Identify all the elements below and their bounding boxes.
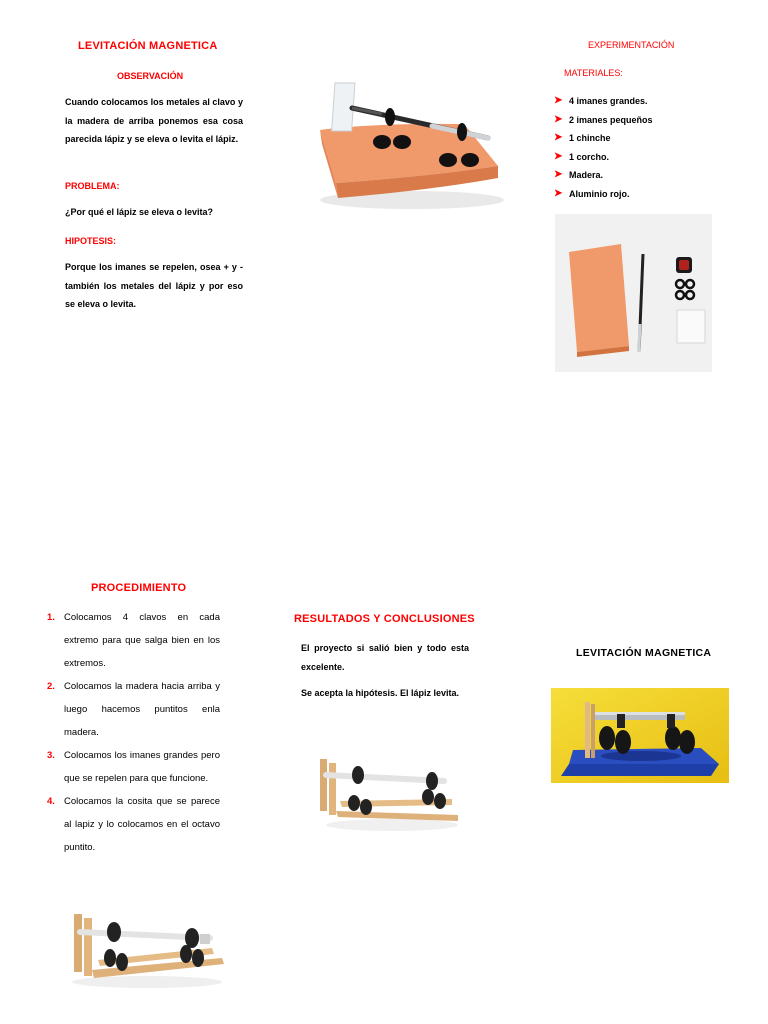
procedure-step: 4. Colocamos la cosita que se parece al lapiz y lo colocamos en el octavo puntito. (47, 796, 220, 853)
problema-heading: PROBLEMA: (65, 181, 120, 191)
resultados-heading: RESULTADOS Y CONCLUSIONES (294, 613, 475, 625)
experimentacion-heading: EXPERIMENTACIÓN (588, 40, 675, 50)
arrow-bullet-icon: ➤ (554, 95, 563, 106)
materiales-list (554, 92, 653, 203)
procedimiento-heading: PROCEDIMIENTO (91, 582, 187, 594)
arrow-bullet-icon: ➤ (554, 187, 563, 199)
arrow-bullet-icon: ➤ (554, 132, 563, 143)
material-item: ➤ Madera. (554, 166, 653, 185)
procedure-step: 1. Colocamos 4 clavos en cada extremo para que salga bien en los extremos. (47, 612, 220, 669)
material-item: ➤ 1 corcho. (554, 148, 653, 167)
resultados-text-2: Se acepta la hipótesis. El lápiz levita. (301, 688, 460, 698)
blue-device-image (551, 688, 729, 783)
hipotesis-text: Porque los imanes se repelen, osea + y - también los metales del lápiz y por eso se eleva o levita. (65, 262, 243, 309)
material-item: ➤ 2 imanes pequeños (554, 111, 653, 130)
resultados-text-1: El proyecto si salió bien y todo esta excelente. (301, 643, 469, 672)
title-levitacion: LEVITACIÓN MAGNETICA (78, 40, 218, 52)
levitation-device-image (312, 68, 510, 218)
procedimiento-list (47, 606, 220, 859)
material-item: ➤ 4 imanes grandes. (554, 92, 653, 111)
wooden-device-image-left (62, 900, 227, 992)
observacion-text: Cuando colocamos los metales al clavo y la madera de arriba ponemos esa cosa parecida lápiz y se eleva o levita el lápiz. (65, 97, 243, 144)
material-item: ➤ Aluminio rojo. (554, 185, 653, 204)
procedure-step: 2. Colocamos la madera hacia arriba y luego hacemos puntitos enla madera. (47, 681, 220, 738)
materiales-heading: MATERIALES: (564, 68, 623, 78)
procedure-step: 3. Colocamos los imanes grandes pero que se repelen para que funcione. (47, 750, 220, 784)
materials-image (555, 214, 712, 372)
observacion-heading: OBSERVACIÓN (117, 71, 184, 81)
material-item: ➤ 1 chinche (554, 129, 653, 148)
arrow-bullet-icon: ➤ (554, 113, 563, 125)
wooden-device-image-middle (312, 745, 462, 835)
hipotesis-heading: HIPOTESIS: (65, 236, 117, 246)
arrow-bullet-icon: ➤ (554, 150, 563, 162)
cover-title: LEVITACIÓN MAGNETICA (576, 647, 712, 659)
arrow-bullet-icon: ➤ (554, 169, 563, 180)
problema-text: ¿Por qué el lápiz se eleva o levita? (65, 207, 214, 217)
